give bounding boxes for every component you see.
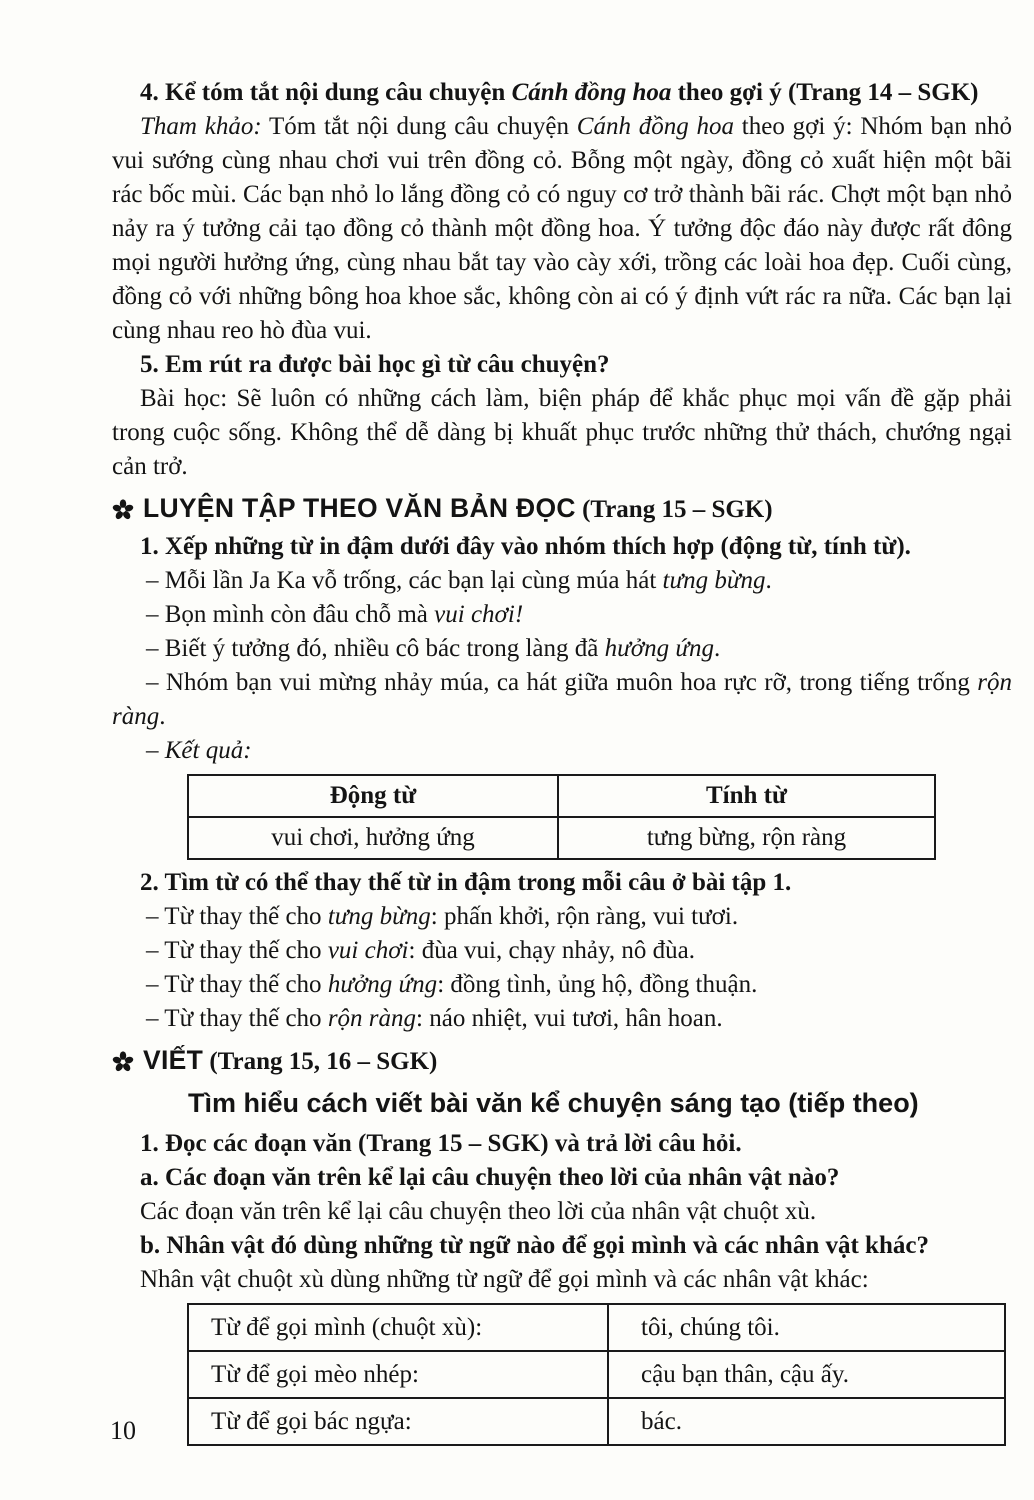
table-row [188,1398,1005,1445]
story-title: Cánh đồng hoa [511,79,672,106]
exercise1-heading: 1. Xếp những từ in đậm dưới đây vào nhóm thích hợp (động từ, tính từ). [140,533,911,560]
pronoun-value-cell: tôi, chúng tôi. [608,1304,1005,1351]
question5-heading: 5. Em rút ra được bài học gì từ câu chuyện? [140,351,610,378]
text-run: . [714,635,721,662]
table-row [188,817,935,859]
text-run: – Bọn mình còn đâu chỗ mà [146,601,435,628]
text-run: – Biết ý tưởng đó, nhiều cô bác trong làng đã [146,635,605,662]
viet-question1a-answer: Các đoạn văn trên kể lại câu chuyện theo lời của nhân vật chuột xù. [140,1198,817,1225]
text-run: Tóm tắt nội dung câu chuyện [261,113,577,140]
exercise2-item [112,1002,1012,1036]
text-run: – Nhóm bạn vui mừng nhảy múa, ca hát giữa muôn hoa rực rỡ, trong tiếng trống [146,669,978,696]
question4-answer [112,110,1012,348]
reference-label: Tham khảo: [140,113,262,140]
adjective-column-header: Tính từ [558,775,935,817]
verb-column-header: Động từ [188,775,558,817]
exercise1-item [112,632,1012,666]
exercise2-item [112,934,1012,968]
section-viet-heading [112,1043,1012,1079]
text-run: 4. Kể tóm tắt nội dung câu chuyện [140,79,512,106]
text-run: : náo nhiệt, vui tươi, hân hoan. [416,1005,723,1032]
section-title: VIẾT [143,1045,204,1075]
emphasized-word: hưởng ứng [327,971,438,998]
table-header-row [188,775,935,817]
pronoun-key-cell: Từ để gọi mèo nhép: [188,1351,608,1398]
pronoun-key-cell: Từ để gọi mình (chuột xù): [188,1304,608,1351]
text-run: theo gợi ý: Nhóm bạn nhỏ vui sướng cùng nhau chơi vui trên đồng cỏ. Bỗng một ngày, đồng cỏ xuất hiện một bãi rác bốc mùi. Các bạn nhỏ lo lắng đồng cỏ có nguy cơ trở thành bãi rác. Chợt một bạn nhỏ nảy ra ý tưởng cải tạo đồng cỏ thành một đồng hoa. Ý tưởng độc đáo này được rất đông mọi người hưởng ứng, cùng nhau bắt tay vào cày xới, trồng các loài hoa đẹp. Cuối cùng, đồng cỏ với những bông hoa khoe sắc, không còn ai có ý định vứt rác ra nữa. Các bạn lại cùng nhau reo hò đùa vui. [112,113,1012,344]
section-page-reference: (Trang 15 – SGK) [582,496,773,523]
text-run: – Từ thay thế cho [146,903,328,930]
section-page-reference: (Trang 15, 16 – SGK) [209,1048,438,1075]
text-run: – Từ thay thế cho [146,971,328,998]
viet-lesson-subtitle: Tìm hiểu cách viết bài văn kể chuyện sáng tạo (tiếp theo) [188,1088,919,1118]
emphasized-word: vui chơi! [434,601,524,628]
exercise1-item [112,598,1012,632]
viet-question1b-answer: Nhân vật chuột xù dùng những từ ngữ để gọi mình và các nhân vật khác: [140,1266,869,1293]
verb-cell: vui chơi, hưởng ứng [188,817,558,859]
exercise1-item [112,564,1012,598]
flower-bullet-icon [112,499,134,521]
section-title: LUYỆN TẬP THEO VĂN BẢN ĐỌC [143,493,576,523]
pronoun-table [187,1303,1006,1446]
exercise1-item [112,666,1012,734]
pronoun-key-cell: Từ để gọi bác ngựa: [188,1398,608,1445]
emphasized-word: tưng bừng [327,903,431,930]
word-classification-table [187,774,936,860]
text-run: – Mỗi lần Ja Ka vỗ trống, các bạn lại cùng múa hát [146,567,663,594]
pronoun-value-cell: bác. [608,1398,1005,1445]
table-row [188,1304,1005,1351]
exercise1-result-label [112,734,1012,768]
question5-answer: Bài học: Sẽ luôn có những cách làm, biện pháp để khắc phục mọi vấn đề gặp phải trong cuộc sống. Không thể dễ dàng bị khuất phục trước những thử thách, chướng ngại cản trở. [112,385,1012,480]
viet-question1-heading: 1. Đọc các đoạn văn (Trang 15 – SGK) và trả lời câu hỏi. [140,1130,742,1157]
pronoun-value-cell: cậu bạn thân, cậu ấy. [608,1351,1005,1398]
emphasized-word: hưởng ứng [604,635,714,662]
emphasized-word: rộn ràng [112,669,1012,730]
viet-question1a: a. Các đoạn văn trên kể lại câu chuyện theo lời của nhân vật nào? [140,1164,840,1191]
emphasized-word: Kết quả: [164,737,252,764]
emphasized-word: tưng bừng [662,567,766,594]
flower-bullet-icon [112,1051,134,1073]
text-run: – [146,737,165,764]
exercise2-heading: 2. Tìm từ có thể thay thế từ in đậm trong mỗi câu ở bài tập 1. [140,869,792,896]
exercise2-item [112,968,1012,1002]
table-row [188,1351,1005,1398]
page-number: 10 [110,1416,136,1445]
section-luyen-tap-heading [112,491,1012,527]
emphasized-word: vui chơi [327,937,409,964]
emphasized-word: rộn ràng [327,1005,417,1032]
text-run: theo gợi ý (Trang 14 – SGK) [671,79,979,106]
text-run: . [159,703,166,730]
text-run: – Từ thay thế cho [146,1005,328,1032]
exercise2-item [112,900,1012,934]
text-run: : đùa vui, chạy nhảy, nô đùa. [408,937,695,964]
viet-question1b: b. Nhân vật đó dùng những từ ngữ nào để gọi mình và các nhân vật khác? [140,1232,929,1259]
text-run: : phấn khởi, rộn ràng, vui tươi. [430,903,739,930]
text-run: – Từ thay thế cho [146,937,328,964]
page-content [112,76,1012,1452]
story-title: Cánh đồng hoa [576,113,735,140]
adjective-cell: tưng bừng, rộn ràng [558,817,935,859]
question4-heading [112,76,1012,110]
text-run: . [765,567,772,594]
text-run: : đồng tình, ủng hộ, đồng thuận. [437,971,758,998]
